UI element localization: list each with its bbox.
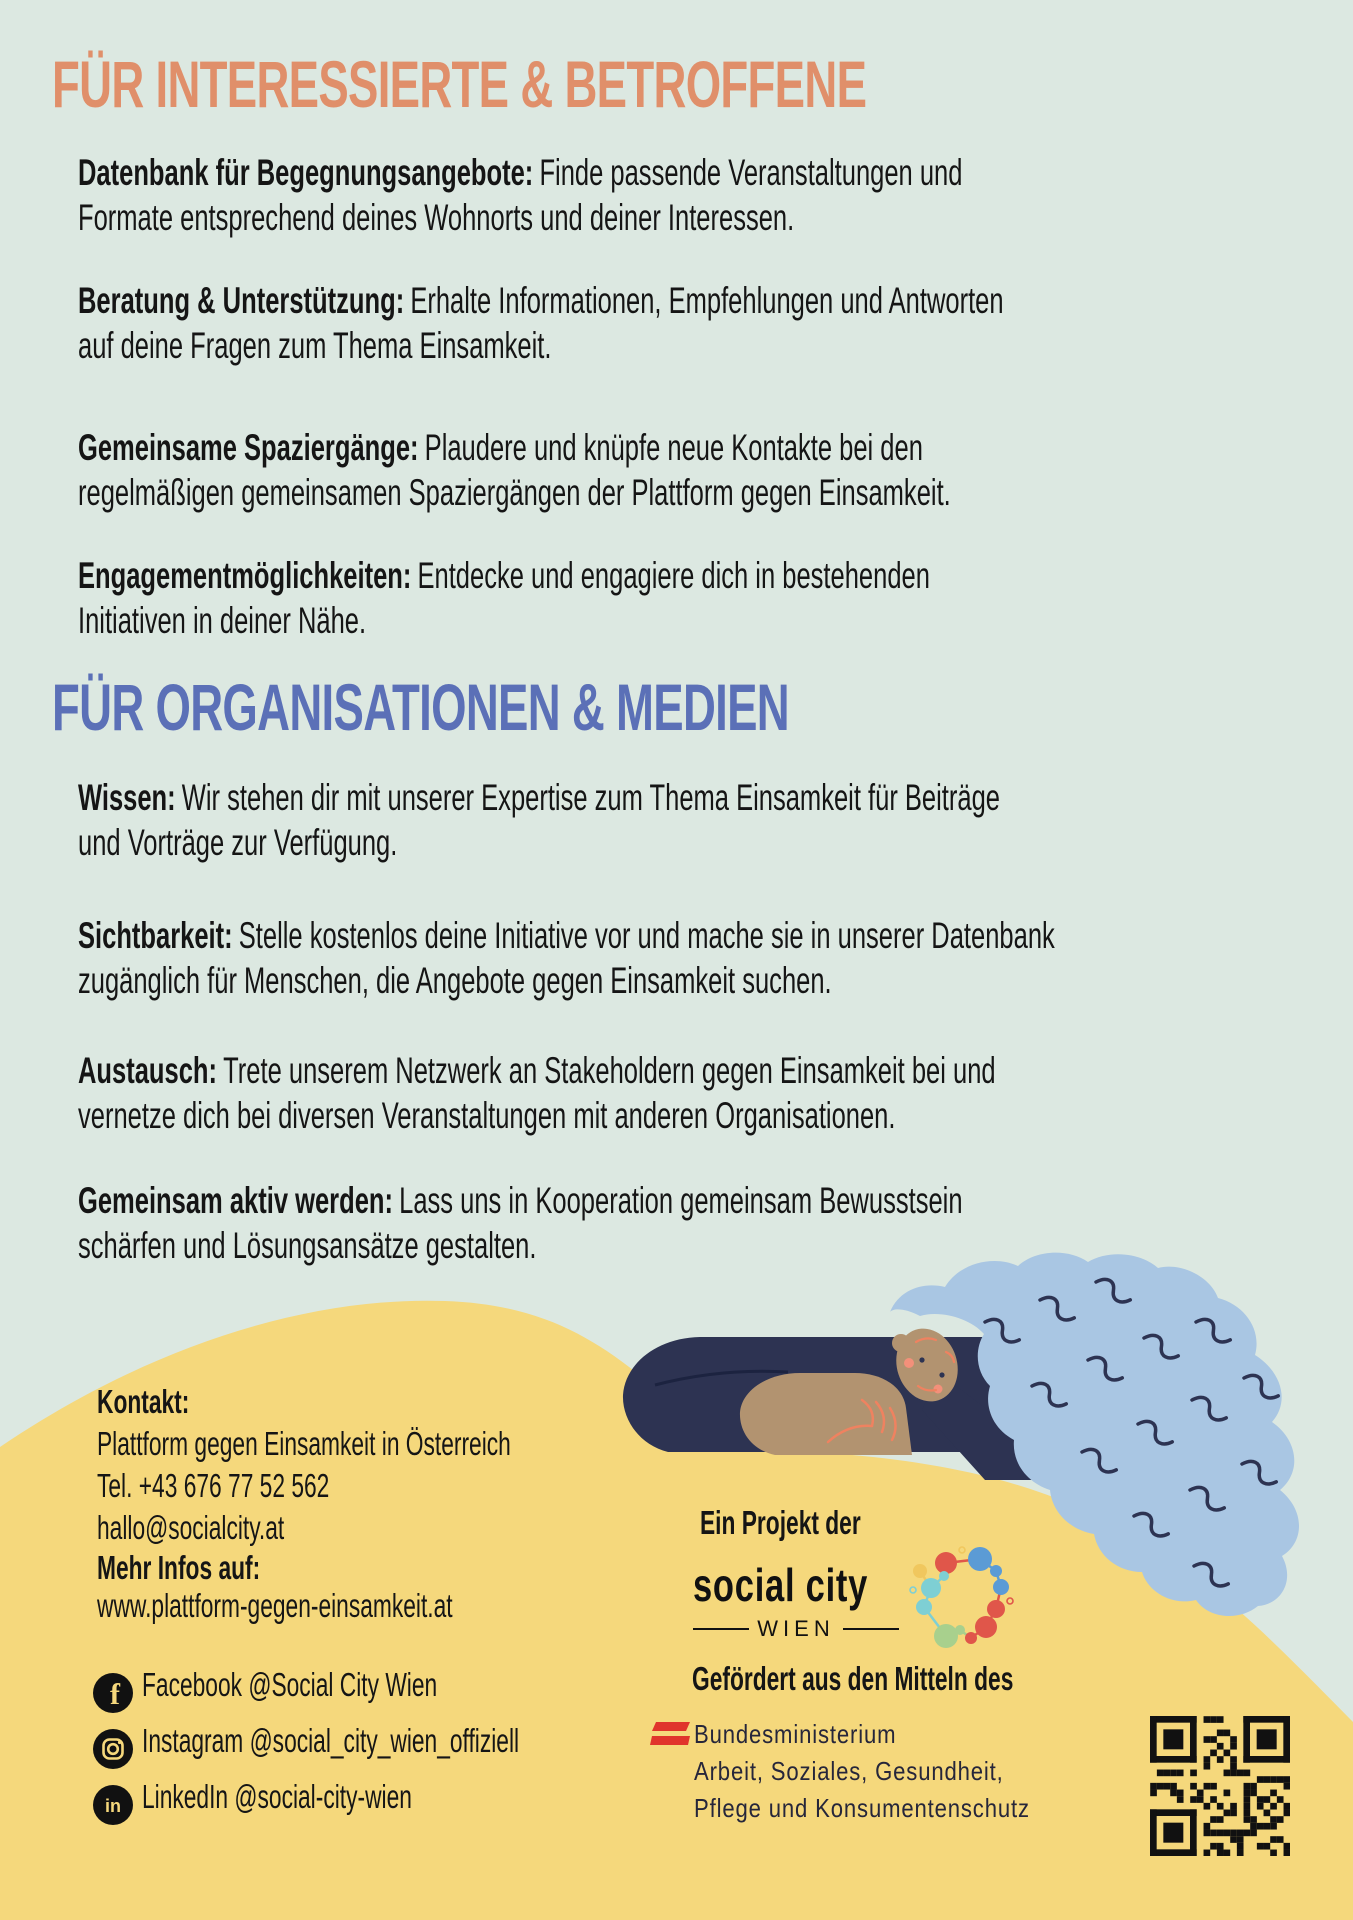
paragraph-text: Entdecke und engagiere dich in bestehenden Initiativen in deiner Nähe. [78, 555, 930, 641]
project-label: Ein Projekt der [700, 1504, 861, 1541]
social-label: Instagram @social_city_wien_offiziell [142, 1722, 520, 1759]
paragraph-lead: Wissen: [78, 777, 176, 818]
section-title-interessierte: FÜR INTERESSIERTE & BETROFFENE [52, 47, 867, 121]
network-molecule-icon [906, 1543, 1024, 1651]
contact-phone: Tel. +43 676 77 52 562 [97, 1467, 330, 1504]
paragraph-lead: Beratung & Unterstützung: [78, 280, 405, 321]
social-label: LinkedIn @social-city-wien [142, 1778, 412, 1815]
paragraph-text: Stelle kostenlos deine Initiative vor und mache sie in unserer Datenbank zugänglich für Menschen, die Angebote gegen Einsamkeit suchen. [78, 915, 1055, 1001]
linkedin-icon [93, 1785, 133, 1825]
paragraph-lead: Sichtbarkeit: [78, 915, 233, 956]
paragraph-wissen [78, 775, 1016, 865]
person-arm [740, 1373, 912, 1455]
svg-text:in: in [105, 1796, 121, 1816]
contact-email: hallo@socialcity.at [97, 1509, 285, 1546]
contact-website: www.plattform-gegen-einsamkeit.at [97, 1587, 453, 1624]
paragraph-lead: Engagementmöglichkeiten: [78, 555, 412, 596]
social-label: Facebook @Social City Wien [142, 1666, 438, 1703]
paragraph-austausch [78, 1048, 1072, 1138]
paragraph-lead: Gemeinsam aktiv werden: [78, 1180, 394, 1221]
austria-flag-icon [648, 1720, 692, 1750]
svg-text:f: f [110, 1678, 120, 1711]
logo-rule-right [843, 1628, 899, 1631]
paragraph-text: Trete unserem Netzwerk an Stakeholdern gegen Einsamkeit bei und vernetze dich bei diversen Veranstaltungen mit anderen Organisationen. [78, 1050, 996, 1136]
paragraph-text: Finde passende Veranstaltungen und Formate entsprechend deines Wohnorts und deiner Interessen. [78, 152, 963, 238]
paragraph-lead: Datenbank für Begegnungsangebote: [78, 152, 534, 193]
logo-rule-left [693, 1628, 749, 1631]
paragraph-sichtbarkeit [78, 913, 1072, 1003]
paragraph-lead: Austausch: [78, 1050, 218, 1091]
social-city-logo-text: social city [693, 1559, 869, 1611]
paragraph-lead: Gemeinsame Spaziergänge: [78, 427, 419, 468]
paragraph-beratung [78, 278, 1016, 368]
funding-heading: Gefördert aus den Mitteln des [692, 1660, 1014, 1697]
contact-org: Plattform gegen Einsamkeit in Österreich [97, 1425, 511, 1462]
paragraph-spaziergaenge [78, 425, 1016, 515]
facebook-icon [93, 1673, 133, 1713]
social-city-logo-sub: WIEN [693, 1616, 899, 1642]
paragraph-text: Wir stehen dir mit unserer Expertise zum Thema Einsamkeit für Beiträge und Vorträge zur Verfügung. [78, 777, 1001, 863]
paragraph-datenbank [78, 150, 1016, 240]
paragraph-text: Lass uns in Kooperation gemeinsam Bewusstsein schärfen und Lösungsansätze gestalten. [78, 1180, 963, 1266]
contact-heading: Kontakt: [97, 1383, 190, 1420]
ministry-text: Bundesministerium Arbeit, Soziales, Gesundheit, Pflege und Konsumentenschutz [694, 1719, 1030, 1823]
contact-more-heading: Mehr Infos auf: [97, 1549, 261, 1586]
qr-code [1150, 1716, 1290, 1856]
paragraph-text: Erhalte Informationen, Empfehlungen und Antworten auf deine Fragen zum Thema Einsamkeit. [78, 280, 1004, 366]
section-title-organisationen: FÜR ORGANISATIONEN & MEDIEN [52, 670, 790, 744]
instagram-icon [93, 1729, 133, 1769]
paragraph-gemeinsam-aktiv [78, 1178, 1016, 1268]
paragraph-text: Plaudere und knüpfe neue Kontakte bei den regelmäßigen gemeinsamen Spaziergängen der Plattform gegen Einsamkeit. [78, 427, 951, 513]
paragraph-engagement [78, 553, 1016, 643]
